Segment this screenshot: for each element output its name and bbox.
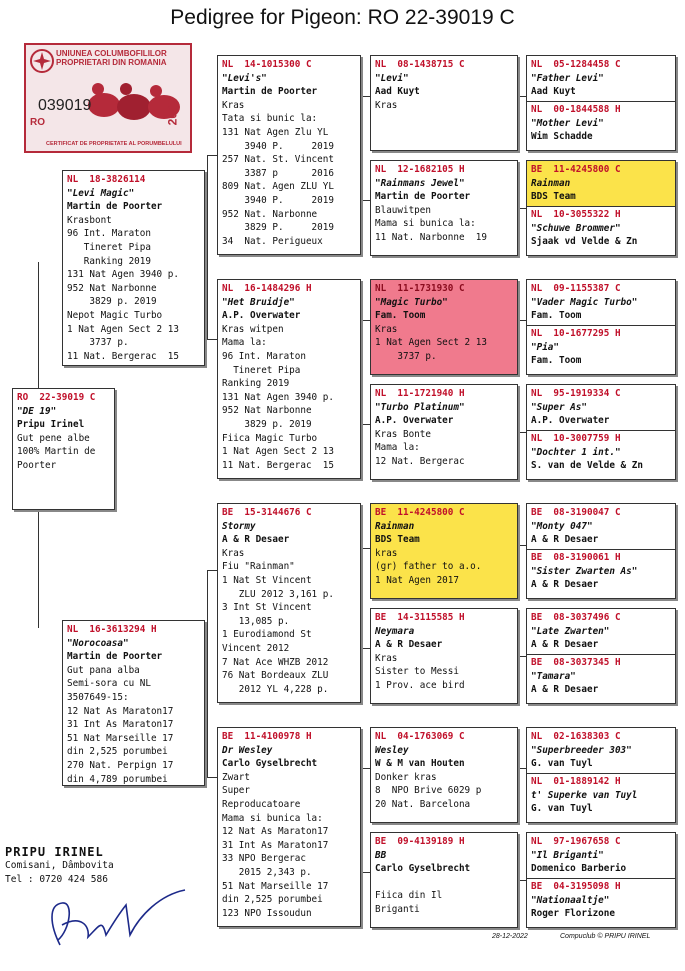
pigeon-info: Gut pene albe 100% Martin de Poorter	[17, 432, 96, 471]
pigeon-info: Zwart Super Reproducatoare Mama si bunica la: 12 Nat As Maraton17 31 Int As Maraton17 33 NPO Bergerac 2015 2,343 p. 51 Nat Marseille 17 din 2,525 porumbei 123 NPO Issoudun	[222, 771, 329, 919]
owner-name: G. van Tuyl	[531, 758, 593, 770]
ring-number: NL 04-1763069 C	[375, 731, 465, 742]
connector-line	[362, 96, 370, 97]
stamp-line2: PROPRIETARI DIN ROMANIA	[56, 58, 167, 67]
connector-line	[207, 570, 208, 777]
divider	[527, 654, 675, 655]
stamp-number: 039019	[38, 97, 92, 114]
stamp-country: RO	[30, 117, 45, 128]
great-grandparent-card	[370, 727, 518, 823]
pigeon-info: Gut pana alba Semi-sora cu NL 3507649-15: 12 Nat As Maraton17 31 Int As Maraton17 51 Nat Marseille 17 din 2,525 porumbei 270 Nat. Perpign 17 din 4,789 porumbei	[67, 664, 174, 785]
signature-icon	[40, 885, 190, 955]
owner-name: Martin de Poorter	[67, 651, 163, 663]
pigeon-name: "Monty 047"	[531, 520, 593, 532]
pigeon-name: Rainman	[531, 177, 571, 189]
breeder-name: PRIPU IRINEL	[5, 845, 104, 859]
owner-name: A.P. Overwater	[375, 415, 454, 427]
owner-name: Fam. Toom	[531, 310, 582, 322]
breeder-info	[5, 845, 114, 887]
ring-number: NL 18-3826114	[67, 174, 146, 185]
owner-name: A & R Desaer	[375, 639, 443, 651]
ring-number: RO 22-39019 C	[17, 392, 96, 403]
pigeon-name: "Norocoasa"	[67, 637, 129, 649]
ring-number: BE 08-3190061 H	[531, 552, 621, 563]
stamp-year: 2022	[165, 98, 180, 126]
pigeon-info: Kras Sister to Messi 1 Prov. ace bird	[375, 652, 465, 691]
grandparent-card	[217, 503, 361, 703]
connector-line	[207, 339, 217, 340]
owner-name: A & R Desaer	[531, 579, 599, 591]
owner-name: Wim Schadde	[531, 131, 593, 143]
pigeon-name: "Schuwe Brommer"	[531, 222, 621, 234]
pigeon-name: Dr Wesley	[222, 744, 273, 756]
connector-line	[362, 648, 370, 649]
ring-number: NL 01-1889142 H	[531, 776, 621, 787]
owner-name: A.P. Overwater	[531, 415, 610, 427]
breeder-phone: Tel : 0720 424 586	[5, 874, 108, 885]
connector-line	[207, 155, 217, 156]
owner-name: BDS Team	[531, 191, 576, 203]
connector-line	[518, 768, 526, 769]
ring-number: NL 02-1638303 C	[531, 731, 621, 742]
gen5-pair-card	[526, 55, 676, 151]
pigeon-name: "Superbreeder 303"	[531, 744, 632, 756]
ring-number: BE 04-3195098 H	[531, 881, 621, 892]
pigeon-info: Donker kras 8 NPO Brive 6029 p 20 Nat. Barcelona	[375, 771, 482, 810]
pigeon-name: "Father Levi"	[531, 72, 604, 84]
divider	[527, 878, 675, 879]
pigeon-name: "Nationaaltje"	[531, 894, 610, 906]
ring-number: NL 16-3613294 H	[67, 624, 157, 635]
ring-number: NL 10-3007759 H	[531, 433, 621, 444]
dam-card	[62, 620, 205, 786]
connector-line	[362, 768, 370, 769]
pigeon-name: Stormy	[222, 520, 256, 532]
connector-line	[362, 320, 370, 321]
pigeon-info: kras (gr) father to a.o. 1 Nat Agen 2017	[375, 547, 482, 586]
great-grandparent-card	[370, 608, 518, 704]
ring-number: NL 97-1967658 C	[531, 836, 621, 847]
connector-line	[518, 432, 526, 433]
stamp-line1: UNIUNEA COLUMBOFILILOR	[56, 49, 167, 58]
great-grandparent-card	[370, 160, 518, 256]
ring-number: NL 11-1731930 C	[375, 283, 465, 294]
ring-number: BE 11-4245800 C	[375, 507, 465, 518]
connector-line	[518, 208, 526, 209]
divider	[527, 773, 675, 774]
federation-emblem-icon	[29, 48, 55, 74]
connector-line	[362, 548, 370, 549]
owner-name: Fam. Toom	[375, 310, 426, 322]
pigeon-name: "Pia"	[531, 341, 559, 353]
owner-name: G. van Tuyl	[531, 803, 593, 815]
ring-number: BE 08-3190047 C	[531, 507, 621, 518]
ring-number: BE 11-4100978 H	[222, 731, 312, 742]
great-grandparent-card	[370, 55, 518, 151]
divider	[527, 549, 675, 550]
owner-name: A & R Desaer	[531, 534, 599, 546]
pigeon-name: "Tamara"	[531, 670, 576, 682]
gen5-pair-card	[526, 384, 676, 480]
pigeon-name: Rainman	[375, 520, 415, 532]
divider	[527, 101, 675, 102]
pigeon-name: "Levi's"	[222, 72, 267, 84]
great-grandparent-card	[370, 503, 518, 599]
connector-line	[362, 768, 363, 872]
ring-number: NL 12-1682105 H	[375, 164, 465, 175]
stamp-cert: CERTIFICAT DE PROPRIETATE AL PORUMBELULUI	[46, 141, 182, 147]
owner-name: Aad Kuyt	[531, 86, 576, 98]
pigeon-name: "Rainmans Jewel"	[375, 177, 465, 189]
gen5-pair-card	[526, 832, 676, 928]
software-credit: Compuclub © PRIPU IRINEL	[560, 933, 651, 940]
owner-name: Pripu Irinel	[17, 419, 85, 431]
pigeon-name: "Vader Magic Turbo"	[531, 296, 638, 308]
pigeon-name: "Turbo Platinum"	[375, 401, 465, 413]
great-grandparent-card	[370, 832, 518, 928]
connector-line	[207, 570, 217, 571]
connector-line	[38, 262, 39, 388]
owner-name: BDS Team	[375, 534, 420, 546]
pigeon-name: t' Superke van Tuyl	[531, 789, 638, 801]
grandparent-card	[217, 55, 361, 255]
owner-name: Domenico Barberio	[531, 863, 627, 875]
print-date: 28-12-2022	[492, 933, 528, 940]
pigeon-info: Kras Bonte Mama la: 12 Nat. Bergerac	[375, 428, 465, 467]
ring-number: BE 15-3144676 C	[222, 507, 312, 518]
pigeon-name: "Magic Turbo"	[375, 296, 448, 308]
pigeon-name: "Il Briganti"	[531, 849, 604, 861]
connector-line	[518, 320, 526, 321]
pigeon-name: Wesley	[375, 744, 409, 756]
pigeon-name: "Dochter 1 int."	[531, 446, 621, 458]
ring-number: BE 09-4139189 H	[375, 836, 465, 847]
ring-number: NL 14-1015300 C	[222, 59, 312, 70]
divider	[527, 206, 675, 207]
owner-name: Martin de Poorter	[375, 191, 471, 203]
divider	[527, 325, 675, 326]
ring-number: BE 08-3037496 C	[531, 612, 621, 623]
pigeon-name: "Sister Zwarten As"	[531, 565, 638, 577]
ring-number: BE 14-3115585 H	[375, 612, 465, 623]
pigeon-name: "Levi Magic"	[67, 187, 135, 199]
ring-number: NL 95-1919334 C	[531, 388, 621, 399]
pigeon-name: "Levi"	[375, 72, 409, 84]
owner-name: Carlo Gyselbrecht	[222, 758, 318, 770]
gen5-pair-card	[526, 160, 676, 256]
owner-name: Martin de Poorter	[222, 86, 318, 98]
great-grandparent-card	[370, 384, 518, 480]
ring-number: NL 00-1844588 H	[531, 104, 621, 115]
gen5-pair-card	[526, 503, 676, 599]
connector-line	[518, 880, 526, 881]
pigeon-info: Fiica din Il Briganti	[375, 890, 443, 915]
pigeon-name: "Super As"	[531, 401, 587, 413]
owner-name: A & R Desaer	[531, 684, 599, 696]
owner-name: Sjaak vd Velde & Zn	[531, 236, 638, 248]
pigeon-info: Kras Tata si bunic la: 131 Nat Agen Zlu YL 3940 P. 2019 257 Nat. St. Vincent 3387 p 2016 809 Nat. Agen ZLU YL 3940 P. 2019 952 Nat. Narbonne 3829 P. 2019 34 Nat. Perigueux	[222, 99, 334, 247]
pigeon-name: "DE 19"	[17, 405, 57, 417]
pigeon-info: Krasbont 96 Int. Maraton Tineret Pipa Ranking 2019 131 Nat Agen 3940 p. 952 Nat Narbonne 3829 p. 2019 Nepot Magic Turbo 1 Nat Agen Sect 2 13 3737 p. 11 Nat. Bergerac 15	[67, 214, 179, 362]
owner-name: Aad Kuyt	[375, 86, 420, 98]
pigeon-name: "Late Zwarten"	[531, 625, 610, 637]
owner-name: A.P. Overwater	[222, 310, 301, 322]
divider	[527, 430, 675, 431]
gen5-pair-card	[526, 727, 676, 823]
owner-name: W & M van Houten	[375, 758, 465, 770]
pigeon-name: BB	[375, 849, 387, 861]
pigeon-info: Kras	[375, 99, 398, 111]
owner-name: Roger Florizone	[531, 908, 615, 920]
connector-line	[518, 545, 526, 546]
ring-number: NL 16-1484296 H	[222, 283, 312, 294]
ring-number: NL 08-1438715 C	[375, 59, 465, 70]
connector-line	[518, 96, 526, 97]
connector-line	[207, 155, 208, 339]
connector-line	[362, 96, 363, 200]
great-grandparent-card	[370, 279, 518, 375]
connector-line	[362, 548, 363, 648]
pigeon-info: Blauwitpen Mama si bunica la: 11 Nat. Narbonne 19	[375, 204, 487, 243]
connector-line	[518, 656, 526, 657]
gen5-pair-card	[526, 279, 676, 375]
grandparent-card	[217, 279, 361, 479]
connector-line	[362, 320, 363, 424]
pigeon-info: Kras witpen Mama la: 96 Int. Maraton Tineret Pipa Ranking 2019 131 Nat Agen 3940 p. 952 Nat Narbonne 3829 p. 2019 Fiica Magic Turbo 1 Nat Agen Sect 2 13 11 Nat. Bergerac 15	[222, 323, 334, 471]
subject-card	[12, 388, 115, 510]
connector-line	[362, 200, 370, 201]
owner-name: S. van de Velde & Zn	[531, 460, 643, 472]
connector-line	[38, 510, 39, 628]
ring-number: BE 08-3037345 H	[531, 657, 621, 668]
owner-name: Carlo Gyselbrecht	[375, 863, 471, 875]
owner-name: Martin de Poorter	[67, 201, 163, 213]
gen5-pair-card	[526, 608, 676, 704]
breeder-address: Comisani, Dâmbovita	[5, 860, 114, 871]
ring-number: BE 11-4245800 C	[531, 164, 621, 175]
owner-name: A & R Desaer	[222, 534, 290, 546]
pigeon-name: "Mother Levi"	[531, 117, 604, 129]
ring-number: NL 11-1721940 H	[375, 388, 465, 399]
connector-line	[362, 424, 370, 425]
grandparent-card	[217, 727, 361, 927]
connector-line	[362, 872, 370, 873]
pigeon-info: Kras Fiu "Rainman" 1 Nat St Vincent ZLU 2012 3,161 p. 3 Int St Vincent 13,085 p. 1 Eurodiamond St Vincent 2012 7 Nat Ace WHZB 2012 76 Nat Bordeaux ZLU 2012 YL 4,228 p.	[222, 547, 334, 695]
pigeon-info: Kras 1 Nat Agen Sect 2 13 3737 p.	[375, 323, 487, 362]
owner-name: A & R Desaer	[531, 639, 599, 651]
pigeon-name: Neymara	[375, 625, 415, 637]
ring-number: NL 10-1677295 H	[531, 328, 621, 339]
registration-stamp	[24, 43, 192, 153]
connector-line	[207, 777, 217, 778]
page-title: Pedigree for Pigeon: RO 22-39019 C	[170, 6, 515, 29]
ring-number: NL 09-1155387 C	[531, 283, 621, 294]
sire-card	[62, 170, 205, 366]
ring-number: NL 05-1284458 C	[531, 59, 621, 70]
owner-name: Fam. Toom	[531, 355, 582, 367]
pigeon-name: "Het Bruidje"	[222, 296, 295, 308]
ring-number: NL 10-3055322 H	[531, 209, 621, 220]
